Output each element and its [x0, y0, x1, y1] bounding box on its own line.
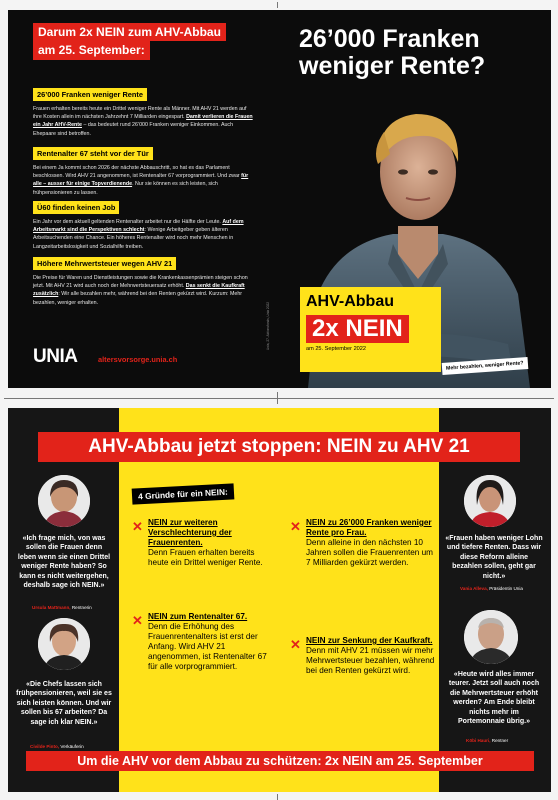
x-mark-icon: ✕ — [290, 519, 301, 534]
reason-title: NEIN zur weiteren Verschlechterung der Frauenrenten. — [148, 518, 232, 547]
quote-author: Ursula Mattmann, Rentnerin — [32, 605, 92, 610]
quote-text: «Frauen haben weniger Lohn und tiefere Renten. Dass wir diese Reform alleine bezahlen sollen, geht gar nicht.» — [445, 535, 543, 580]
quote-author: Köbi Hauri, Rentner — [466, 738, 509, 743]
headline-line2: weniger Rente? — [299, 52, 486, 80]
portrait-koebi — [464, 610, 518, 664]
crop-mark — [277, 794, 278, 800]
portrait-vania — [464, 475, 516, 527]
quote-author: Civilde Pinto, Verkäuferin — [30, 744, 84, 749]
reasons-label: 4 Gründe für ein NEIN: — [132, 483, 235, 504]
section-title: Höhere Mehrwertsteuer wegen AHV 21 — [33, 257, 176, 270]
quote-text: «Ich frage mich, von was sollen die Frauen denn leben wenn sie einen Drittel weniger Rente haben? So kann es nicht weitergehen, deshalb sage ich NEIN.» — [17, 535, 111, 590]
front-section — [33, 84, 255, 138]
section-text: Bei einem Ja kommt schon 2026 der nächste Abbauschritt, so hat es das Parlament beschlossen. Wird AHV 21 angenommen, ist Rentenalter 67 vorprogrammiert. Und zwar für alle – ausser für einige Topverdienende. Nur sie können es sich leisten, sich frühpensionieren zu lassen. — [33, 165, 249, 196]
section-text: Ein Jahr vor dem aktuell geltenden Rentenalter arbeitet nur die Hälfte der Leute. Auf dem Arbeitsmarkt sind die Perspektiven schlecht: Wenige Arbeitgeber geben älteren Arbeitsuchenden eine Chance. Ein höheres Rentenalter wird noch mehr Menschen in Langzeitarbeitslosigkeit und Sozialhilfe treiben. — [33, 219, 244, 250]
x-mark-icon: ✕ — [132, 519, 143, 534]
section-text: Frauen erhalten bereits heute ein Drittel weniger Rente als Männer. Mit AHV 21 werden auf ihre Kosten allein im nächsten Jahrzehnt 7 Milliarden eingespart. Damit verlieren die Frauen ein Jahr AHV-Rente – das bedeutet rund 26’000 Franken weniger Einkommen. Auch Ehepaare sind betroffen. — [33, 106, 253, 137]
vote-box-title: AHV-Abbau — [306, 293, 394, 310]
footer-banner: Um die AHV vor dem Abbau zu schützen: 2x NEIN am 25. September — [26, 751, 534, 771]
reason-title: NEIN zur Senkung der Kaufkraft. — [306, 636, 433, 645]
headline-line1: 26’000 Franken — [299, 25, 480, 53]
front-header-line2: am 25. September: — [33, 41, 150, 59]
reason-item — [290, 636, 435, 676]
section-title: Ü60 finden keinen Job — [33, 201, 119, 214]
reason-title: NEIN zum Rentenalter 67. — [148, 612, 248, 621]
crop-mark — [277, 2, 278, 8]
front-section — [33, 253, 255, 307]
reason-item — [132, 518, 277, 568]
reason-title: NEIN zu 26’000 Franken weniger Rente pro Frau. — [306, 518, 432, 537]
reason-text: Denn die Erhöhung des Frauenrentenalters ist erst der Anfang. Wird AHV 21 angenommen, ist Rentenalter 67 für alle vorprogrammiert. — [148, 621, 267, 671]
section-title: 26’000 Franken weniger Rente — [33, 88, 147, 101]
reason-item — [290, 518, 435, 568]
portrait-civilde — [38, 618, 90, 670]
front-headline — [299, 26, 485, 80]
vote-box-date: am 25. September 2022 — [306, 345, 367, 352]
section-title: Rentenalter 67 steht vor der Tür — [33, 147, 153, 160]
portrait-ursula — [38, 475, 90, 527]
quote-author: Vania Alleva, Präsidentin Unia — [460, 586, 523, 591]
x-mark-icon: ✕ — [132, 613, 143, 628]
front-header-line1: Darum 2x NEIN zum AHV-Abbau — [33, 23, 226, 41]
front-header — [33, 23, 226, 60]
vote-box — [300, 287, 441, 372]
center-panel — [119, 408, 439, 792]
vote-box-nein: 2x NEIN — [306, 315, 409, 343]
crop-line — [4, 398, 554, 399]
imprint: Unia, 27. Aktionsfonds, Unia 2022 — [266, 301, 270, 350]
sticker: Mehr bezahlen, weniger Rente? — [442, 357, 528, 375]
top-banner: AHV-Abbau jetzt stoppen: NEIN zu AHV 21 — [38, 432, 520, 462]
flyer-front — [8, 10, 551, 388]
reason-text: Denn alleine in den nächsten 10 Jahren sollen die Frauenrenten um 7 Milliarden gekürzt werden. — [306, 537, 433, 567]
front-section — [33, 197, 255, 251]
crop-mark — [277, 392, 278, 404]
front-section — [33, 143, 255, 197]
unia-logo: UNIA — [33, 346, 78, 367]
flyer-back — [8, 408, 551, 792]
reason-text: Denn mit AHV 21 müssen wir mehr Mehrwertsteuer bezahlen, während bei den Renten gekürzt wird. — [306, 645, 435, 675]
section-text: Die Preise für Waren und Dienstleistungen sowie die Krankenkassenprämien steigen schon jetzt. Mit AHV 21 wird auch noch der Mehrwertsteuersatz erhöht. Das senkt die Kaufkraft zusätzlich: Wir alle bezahlen mehr, während bei den Renten gekürzt wird. Kurzum: Mehr bezahlen, weniger erhalten. — [33, 275, 248, 306]
quote-text: «Die Chefs lassen sich frühpensionieren, weil sie es sich leisten können. Und wir sollen bis 67 arbeiten? Da sage ich klar NEIN.» — [16, 681, 112, 726]
reason-item — [132, 612, 277, 672]
campaign-url[interactable]: altersvorsorge.unia.ch — [98, 355, 178, 364]
reason-text: Denn Frauen erhalten bereits heute ein Drittel weniger Rente. — [148, 547, 263, 567]
quote-text: «Heute wird alles immer teurer. Jetzt soll auch noch die Mehrwertsteuer erhöht werden? Am Ende bleibt nichts mehr im Portemonnaie übrig.» — [448, 671, 540, 726]
x-mark-icon: ✕ — [290, 637, 301, 652]
